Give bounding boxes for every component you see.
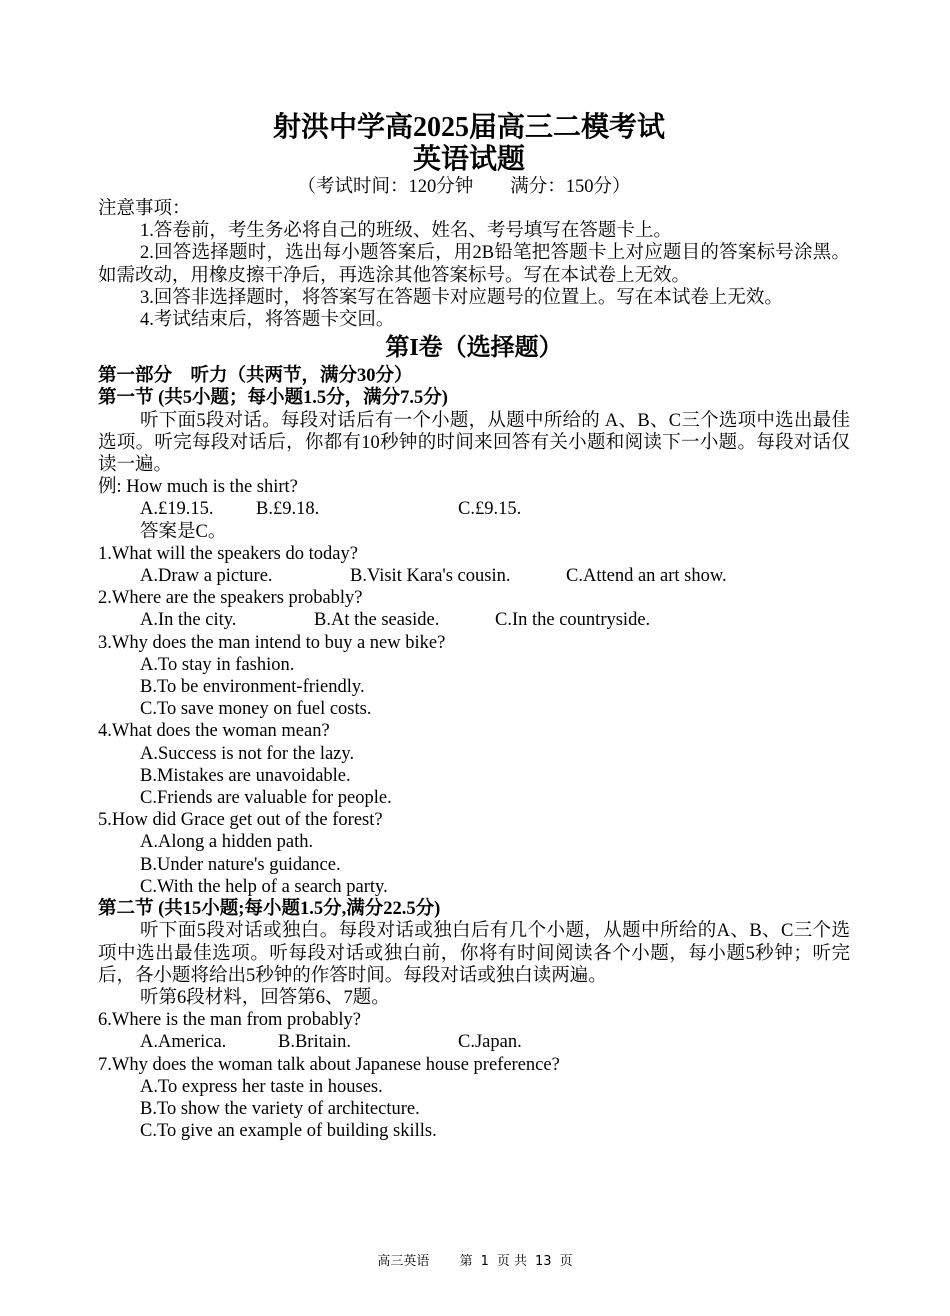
- question: 6.Where is the man from probably?: [98, 1010, 362, 1031]
- page-content: [98, 112, 850, 1142]
- option: B.At the seaside.: [314, 610, 440, 631]
- notes-heading: 注意事项：: [98, 199, 191, 219]
- note-item: 4.考试结束后，将答题卡交回。: [140, 310, 395, 331]
- question: 1.What will the speakers do today?: [98, 543, 358, 564]
- option: C.To give an example of building skills.: [140, 1121, 437, 1142]
- option: C.£9.15.: [458, 499, 522, 520]
- question: 2.Where are the speakers probably?: [98, 588, 363, 609]
- option: B.£9.18.: [256, 499, 320, 520]
- option: C.With the help of a search party.: [140, 876, 388, 897]
- question-options: [98, 565, 850, 587]
- section2-title: 第二节 (共15小题;每小题1.5分,满分22.5分): [98, 899, 441, 920]
- section1-title: 第一节 (共5小题；每小题1.5分，满分7.5分): [98, 388, 448, 409]
- example-question: 例: How much is the shirt?: [98, 477, 298, 498]
- volume-title: 第I卷（选择题）: [385, 335, 563, 362]
- option: B.To be environment-friendly.: [140, 677, 365, 698]
- option: C.To save money on fuel costs.: [140, 699, 372, 720]
- note-item: 1.答卷前，考生务必将自己的班级、姓名、考号填写在答题卡上。: [140, 221, 672, 242]
- part1-title: 第一部分 听力（共两节，满分30分）: [98, 366, 413, 387]
- example-options: [98, 498, 850, 520]
- option: B.To show the variety of architecture.: [140, 1098, 420, 1119]
- example-answer: 答案是C。: [140, 521, 227, 542]
- question: 7.Why does the woman talk about Japanese house preference?: [98, 1054, 560, 1075]
- exam-info: （考试时间：120分钟 满分：150分）: [297, 177, 631, 197]
- note-item: 3.回答非选择题时，将答案写在答题卡对应题号的位置上。写在本试卷上无效。: [140, 287, 783, 308]
- exam-title: 射洪中学高2025届高三二模考试: [272, 112, 665, 143]
- option: B.Britain.: [278, 1032, 351, 1053]
- question: 5.How did Grace get out of the forest?: [98, 810, 383, 831]
- footer-page-prefix: 第: [459, 1254, 473, 1269]
- question-options: [98, 609, 850, 631]
- option: A.To express her taste in houses.: [140, 1076, 383, 1097]
- footer-subject: 高三英语: [377, 1254, 430, 1269]
- option: A.To stay in fashion.: [140, 654, 295, 675]
- question: 4.What does the woman mean?: [98, 721, 330, 742]
- option: A.America.: [140, 1032, 227, 1053]
- question-options: [98, 1031, 850, 1053]
- option: A.Success is not for the lazy.: [140, 743, 355, 764]
- footer-page-total: 13: [535, 1254, 552, 1269]
- option: B.Under nature's guidance.: [140, 854, 341, 875]
- option: C.Friends are valuable for people.: [140, 788, 392, 809]
- note-item: 2.回答选择题时，选出每小题答案后，用2B铅笔把答题卡上对应题目的答案标号涂黑。如需改动，用橡皮擦干净后，再选涂其他答案标号。写在本试卷上无效。: [98, 243, 850, 286]
- option: B.Visit Kara's cousin.: [350, 566, 511, 587]
- footer-page-suffix: 页: [559, 1254, 573, 1269]
- option: C.In the countryside.: [495, 610, 651, 631]
- option: A.In the city.: [140, 610, 237, 631]
- page-footer: [0, 1250, 950, 1269]
- exam-subject: 英语试题: [412, 144, 525, 175]
- option: C.Japan.: [458, 1032, 522, 1053]
- option: A.£19.15.: [140, 499, 214, 520]
- question: 3.Why does the man intend to buy a new bike?: [98, 632, 446, 653]
- option: A.Draw a picture.: [140, 566, 273, 587]
- material-note: 听第6段材料，回答第6、7题。: [140, 987, 390, 1008]
- footer-page-mid: 页 共: [496, 1254, 528, 1269]
- option: A.Along a hidden path.: [140, 832, 314, 853]
- option: B.Mistakes are unavoidable.: [140, 765, 351, 786]
- footer-page-number: 1: [480, 1254, 489, 1269]
- section2-instructions: 听下面5段对话或独白。每段对话或独白后有几个小题，从题中所给的A、B、C三个选项中选出最佳选项。听每段对话或独白前，你将有时间阅读各个小题，每小题5秒钟；听完后，各小题将给出5秒钟的作答时间。每段对话或独白读两遍。: [98, 921, 850, 986]
- option: C.Attend an art show.: [566, 566, 727, 587]
- section1-instructions: 听下面5段对话。每段对话后有一个小题，从题中所给的 A、B、C三个选项中选出最佳选项。听完每段对话后，你都有10秒钟的时间来回答有关小题和阅读下一小题。每段对话仅读一遍。: [98, 410, 850, 476]
